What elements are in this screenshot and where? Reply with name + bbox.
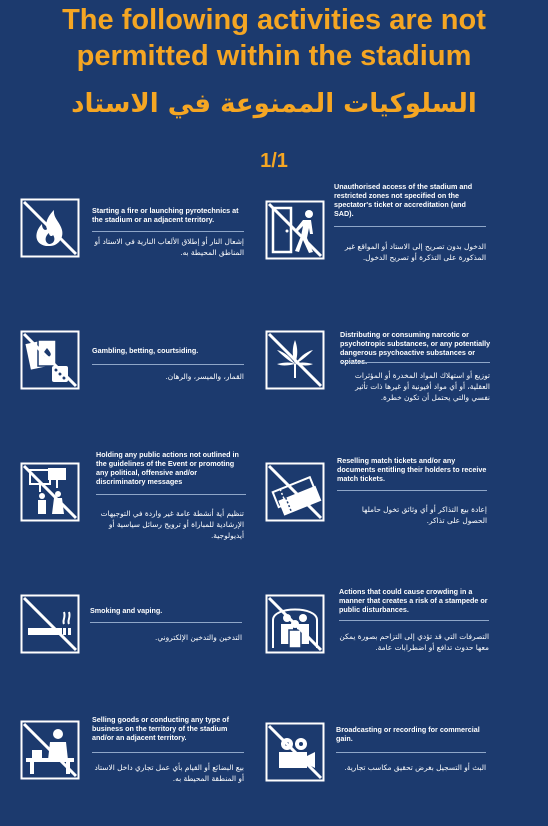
narcotics-icon: [265, 330, 325, 390]
rule-text-ar: إعادة بيع التذاكر أو أي وثائق تخول حاملها الحصول على تذاكر.: [361, 505, 487, 525]
unauthorised-access-icon: [265, 200, 325, 260]
page-indicator: 1/1: [260, 150, 288, 172]
divider: [92, 752, 244, 753]
rule-text-en: Gambling, betting, courtsiding.: [92, 346, 199, 355]
rule-text-en: Selling goods or conducting any type of business on the territory of the stadium and/or an adjacent territory.: [92, 715, 229, 742]
rule-text-ar: التدخين والتدخين الإلكتروني.: [155, 633, 242, 642]
rule-text-en: Unauthorised access of the stadium and restricted zones not specified on the spectator's ticket or accreditation (and SAD).: [334, 182, 473, 218]
rule-text-ar: تنظيم أية أنشطة عامة غير واردة في التوجيهات الإرشادية للمباراة أو ترويج رسائل سياسية أو أيديولوجية.: [100, 509, 244, 540]
divider: [92, 364, 244, 365]
public-actions-icon: [20, 462, 80, 522]
rule-text-ar: التصرفات التي قد تؤدي إلى التزاحم بصورة يمكن معها حدوث تدافع أو اضطرابات عامة.: [339, 632, 489, 652]
divider: [340, 362, 490, 363]
rule-text-ar: إشعال النار أو إطلاق الألعاب النارية في الاستاد أو المناطق المحيطة به.: [94, 237, 244, 257]
divider: [96, 494, 246, 495]
divider: [92, 231, 244, 232]
gambling-icon: [20, 330, 80, 390]
divider: [336, 752, 486, 753]
page-title-ar: السلوكيات الممنوعة في الاستاد: [71, 89, 477, 119]
rule-text-ar: توزيع أو استهلاك المواد المخدرة أو المؤثرات العقلية، أو أي مواد أفيونية أو غيرها ذات تأثير نفسي والتي يحتمل أن تكون خطرة.: [354, 371, 490, 402]
no-smoking-icon: [20, 594, 80, 654]
rule-text-ar: البث أو التسجيل بغرض تحقيق مكاسب تجارية.: [344, 763, 486, 772]
divider: [90, 622, 242, 623]
page-title-en: The following activities are not permitted within the stadium: [62, 4, 486, 72]
divider: [334, 226, 486, 227]
rule-text-en: Distributing or consuming narcotic or psychotropic substances, or any potentially dangerous psychoactive substances or opiates.: [340, 330, 491, 366]
rule-text-ar: القمار، والميسر، والرهان.: [165, 372, 244, 381]
rule-text-ar: بيع البضائع أو القيام بأي عمل تجاري داخل الاستاد أو المنطقة المحيطة به.: [94, 763, 244, 783]
divider: [339, 620, 489, 621]
rule-text-en: Broadcasting or recording for commercial gain.: [336, 725, 480, 743]
rule-text-en: Starting a fire or launching pyrotechnics at the stadium or an adjacent territory.: [92, 206, 239, 224]
selling-goods-icon: [20, 720, 80, 780]
broadcasting-icon: [265, 722, 325, 782]
rule-text-en: Reselling match tickets and/or any documents entitling their holders to receive match tickets.: [337, 456, 487, 483]
ticket-reselling-icon: [265, 462, 325, 522]
divider: [337, 490, 487, 491]
rule-text-ar: الدخول بدون تصريح إلى الاستاد أو المواقع غير المذكورة على التذكرة أو تصريح الدخول.: [344, 242, 486, 262]
crowding-icon: [265, 594, 325, 654]
rule-text-en: Holding any public actions not outlined in the guidelines of the Event or promoting any political, offensive and/or discriminatory messages: [96, 450, 239, 486]
pyrotechnics-icon: [20, 198, 80, 258]
rule-text-en: Actions that could cause crowding in a manner that creates a risk of a stampede or public disturbances.: [339, 587, 488, 614]
rule-text-en: Smoking and vaping.: [90, 606, 163, 615]
